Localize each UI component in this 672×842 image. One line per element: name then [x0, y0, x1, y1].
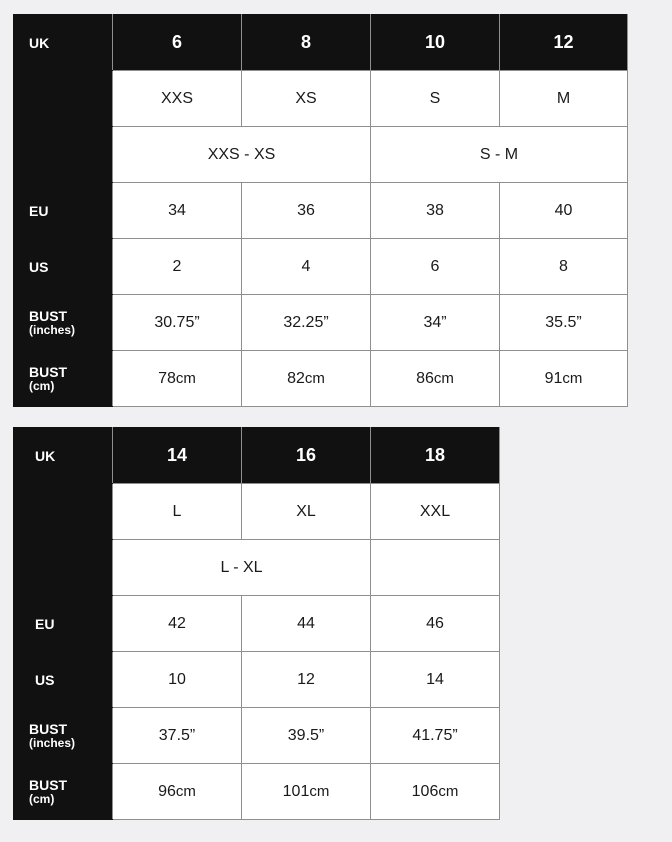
- us-size-cell: 14: [371, 652, 500, 708]
- size-range-cell: XXS - XS: [113, 127, 371, 183]
- letter-size-cell: XXL: [371, 484, 500, 540]
- uk-size-cell: 16: [242, 428, 371, 484]
- bust-cm-cell: [371, 351, 500, 407]
- us-size-cell: 2: [113, 239, 242, 295]
- bust-inches-cell: 35.5”: [500, 295, 628, 351]
- cm-suffix: cm: [304, 369, 325, 387]
- bust-cm-value: 78: [158, 369, 176, 387]
- bust-cm-value: 96: [158, 782, 176, 800]
- uk-size-cell: 12: [500, 15, 628, 71]
- eu-size-cell: 46: [371, 596, 500, 652]
- bust-inches-cell: 39.5”: [242, 708, 371, 764]
- bust-cm-cell: [500, 351, 628, 407]
- cm-suffix: cm: [175, 782, 196, 800]
- uk-size-cell: 8: [242, 15, 371, 71]
- bust-cm-row: [14, 764, 500, 820]
- bust-label: BUST: [29, 308, 68, 324]
- letter-size-cell: XXS: [113, 71, 242, 127]
- bust-cm-row: [14, 351, 628, 407]
- us-size-cell: 12: [242, 652, 371, 708]
- bust-label: BUST: [29, 777, 68, 793]
- us-size-cell: 4: [242, 239, 371, 295]
- us-size-cell: 8: [500, 239, 628, 295]
- uk-size-row: [14, 15, 628, 71]
- uk-label: UK: [14, 15, 113, 71]
- bust-cm-cell: [113, 764, 242, 820]
- size-range-row: [14, 540, 500, 596]
- eu-size-cell: 44: [242, 596, 371, 652]
- bust-cm-value: 106: [411, 782, 439, 800]
- size-range-cell: [371, 540, 500, 596]
- bust-cm-label: [14, 351, 113, 407]
- eu-size-cell: 38: [371, 183, 500, 239]
- bust-label: BUST: [29, 721, 68, 737]
- bust-cm-cell: [242, 764, 371, 820]
- cm-unit-label: (cm): [29, 792, 55, 806]
- bust-cm-value: 82: [287, 369, 305, 387]
- cm-suffix: cm: [433, 369, 454, 387]
- size-range-cell: S - M: [371, 127, 628, 183]
- eu-size-cell: 34: [113, 183, 242, 239]
- bust-inches-row: [14, 295, 628, 351]
- size-range-row: [14, 127, 628, 183]
- letter-size-row: [14, 71, 628, 127]
- cm-suffix: cm: [438, 782, 459, 800]
- uk-size-cell: 18: [371, 428, 500, 484]
- us-label: US: [14, 239, 113, 295]
- letter-size-cell: S: [371, 71, 500, 127]
- letter-size-cell: XS: [242, 71, 371, 127]
- bust-inches-label: [14, 295, 113, 351]
- cm-suffix: cm: [309, 782, 330, 800]
- bust-inches-cell: 32.25”: [242, 295, 371, 351]
- letter-size-cell: M: [500, 71, 628, 127]
- uk-label: UK: [14, 428, 113, 484]
- uk-size-cell: 6: [113, 15, 242, 71]
- size-range-cell: L - XL: [113, 540, 371, 596]
- row-label-empty: [14, 127, 113, 183]
- eu-size-cell: 40: [500, 183, 628, 239]
- bust-cm-cell: [113, 351, 242, 407]
- uk-size-cell: 14: [113, 428, 242, 484]
- eu-label: EU: [14, 596, 113, 652]
- eu-label: EU: [14, 183, 113, 239]
- us-size-row: [14, 239, 628, 295]
- bust-cm-cell: [371, 764, 500, 820]
- bust-inches-label: [14, 708, 113, 764]
- bust-inches-cell: 30.75”: [113, 295, 242, 351]
- bust-cm-cell: [242, 351, 371, 407]
- bust-label: BUST: [29, 364, 68, 380]
- cm-suffix: cm: [562, 369, 583, 387]
- bust-cm-label: [14, 764, 113, 820]
- uk-size-row: [14, 428, 500, 484]
- size-chart-table-1: [13, 14, 628, 407]
- bust-cm-value: 101: [282, 782, 310, 800]
- bust-inches-row: [14, 708, 500, 764]
- uk-size-cell: 10: [371, 15, 500, 71]
- us-size-row: [14, 652, 500, 708]
- us-size-cell: 10: [113, 652, 242, 708]
- bust-cm-value: 91: [544, 369, 563, 387]
- cm-unit-label: (cm): [29, 379, 55, 393]
- eu-size-cell: 36: [242, 183, 371, 239]
- inches-unit-label: (inches): [29, 736, 76, 750]
- bust-cm-value: 86: [416, 369, 434, 387]
- us-label: US: [14, 652, 113, 708]
- eu-size-cell: 42: [113, 596, 242, 652]
- bust-inches-cell: 41.75”: [371, 708, 500, 764]
- eu-size-row: [14, 183, 628, 239]
- us-size-cell: 6: [371, 239, 500, 295]
- letter-size-cell: XL: [242, 484, 371, 540]
- cm-suffix: cm: [175, 369, 196, 387]
- letter-size-row: [14, 484, 500, 540]
- bust-inches-cell: 34”: [371, 295, 500, 351]
- letter-size-cell: L: [113, 484, 242, 540]
- row-label-empty: [14, 484, 113, 540]
- row-label-empty: [14, 71, 113, 127]
- eu-size-row: [14, 596, 500, 652]
- row-label-empty: [14, 540, 113, 596]
- bust-inches-cell: 37.5”: [113, 708, 242, 764]
- inches-unit-label: (inches): [29, 323, 76, 337]
- size-chart-table-2: [13, 427, 500, 820]
